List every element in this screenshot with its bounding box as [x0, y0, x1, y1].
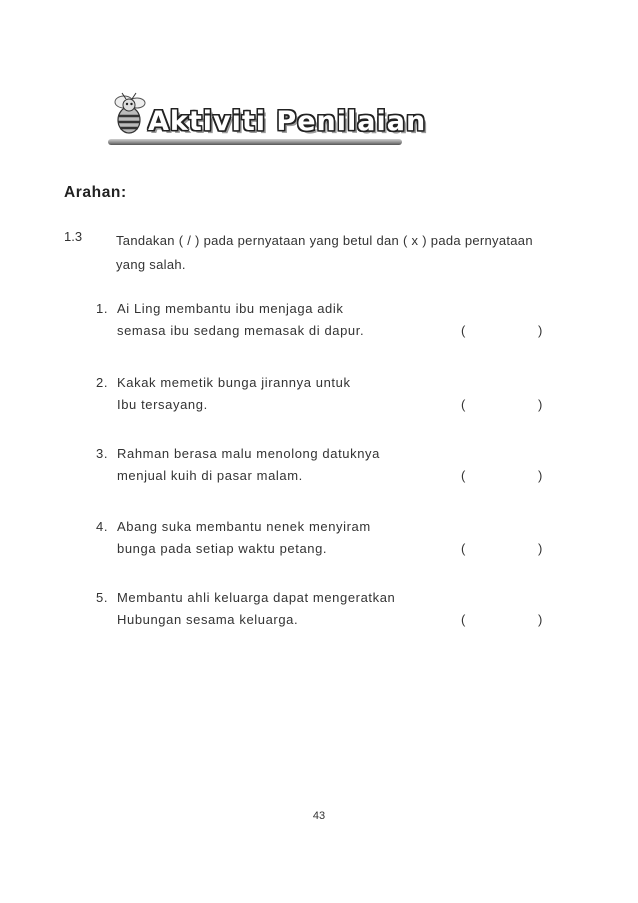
answer-paren-open: ( — [461, 397, 466, 412]
instruction-number: 1.3 — [64, 229, 83, 244]
item-line1: Membantu ahli keluarga dapat mengeratkan — [117, 590, 396, 605]
item-line2: semasa ibu sedang memasak di dapur. — [117, 323, 365, 338]
answer-paren-close: ) — [538, 468, 543, 483]
page-number: 43 — [312, 810, 326, 822]
instructions-heading: Arahan: — [64, 184, 127, 201]
banner-underline — [108, 139, 402, 145]
item-line1: Rahman berasa malu menolong datuknya — [117, 446, 380, 461]
answer-paren-open: ( — [461, 323, 466, 338]
answer-paren-open: ( — [461, 468, 466, 483]
item-line2: menjual kuih di pasar malam. — [117, 468, 303, 483]
item-line2: Ibu tersayang. — [117, 397, 208, 412]
item-number: 2. — [96, 375, 109, 390]
item-number: 5. — [96, 590, 109, 605]
answer-paren-close: ) — [538, 541, 543, 556]
item-line1: Abang suka membantu nenek menyiram — [117, 519, 371, 534]
item-number: 3. — [96, 446, 109, 461]
answer-paren-close: ) — [538, 612, 543, 627]
answer-paren-open: ( — [461, 541, 466, 556]
answer-paren-close: ) — [538, 323, 543, 338]
item-number: 1. — [96, 301, 109, 316]
item-line2: bunga pada setiap waktu petang. — [117, 541, 328, 556]
answer-paren-close: ) — [538, 397, 543, 412]
instruction-text: Tandakan ( / ) pada pernyataan yang betul dan ( x ) pada pernyataan yang salah. — [116, 233, 533, 272]
answer-paren-open: ( — [461, 612, 466, 627]
item-line2: Hubungan sesama keluarga. — [117, 612, 299, 627]
banner-title: Aktiviti Penilaian — [148, 106, 427, 137]
activity-banner — [104, 92, 427, 152]
item-line1: Kakak memetik bunga jirannya untuk — [117, 375, 351, 390]
item-number: 4. — [96, 519, 109, 534]
item-line1: Ai Ling membantu ibu menjaga adik — [117, 301, 344, 316]
